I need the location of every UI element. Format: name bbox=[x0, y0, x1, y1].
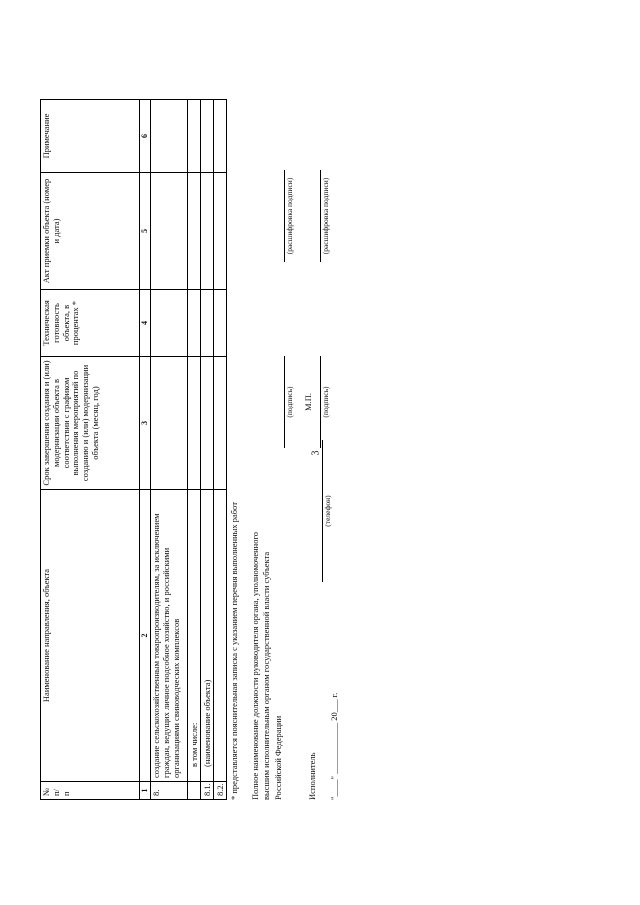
official-decoding-caption: (расшифровка подписи) bbox=[285, 177, 294, 255]
column-number: 6 bbox=[140, 100, 151, 173]
row-cell bbox=[188, 290, 201, 357]
table-row bbox=[188, 100, 201, 800]
row-cell bbox=[201, 357, 214, 490]
row-number bbox=[188, 782, 201, 800]
row-cell bbox=[188, 357, 201, 490]
column-number: 1 bbox=[140, 782, 151, 800]
row-cell bbox=[214, 357, 227, 490]
column-numbering-row bbox=[140, 100, 151, 800]
footnote: * представляется пояснительная записка с указанием перечня выполненных работ bbox=[229, 502, 239, 800]
report-table bbox=[40, 99, 227, 800]
row-number: 8. bbox=[151, 782, 188, 800]
row-cell bbox=[188, 173, 201, 290]
row-cell bbox=[201, 100, 214, 173]
row-cell bbox=[151, 173, 188, 290]
rotated-document bbox=[40, 40, 440, 800]
official-stamp: М.П. bbox=[303, 393, 313, 411]
column-number: 4 bbox=[140, 290, 151, 357]
row-cell bbox=[201, 173, 214, 290]
executor-signature-caption: (подпись) bbox=[321, 386, 330, 418]
page-number: 3 bbox=[310, 450, 322, 456]
date-line: "____" ____________ 20___ г. bbox=[329, 692, 339, 800]
row-cell bbox=[214, 173, 227, 290]
column-number: 3 bbox=[140, 357, 151, 490]
row-cell bbox=[151, 100, 188, 173]
column-number: 2 bbox=[140, 490, 151, 782]
executor-label: Исполнитель bbox=[307, 752, 317, 800]
row-number: 8.2. bbox=[214, 782, 227, 800]
header-name: Наименование направления, объекта bbox=[41, 490, 140, 782]
executor-phone-caption: (телефон) bbox=[323, 495, 332, 527]
table-row bbox=[214, 100, 227, 800]
row-name bbox=[214, 490, 227, 782]
row-name: (наименование объекта) bbox=[201, 490, 214, 782]
header-number: № п/п bbox=[41, 782, 140, 800]
row-cell bbox=[151, 357, 188, 490]
row-cell bbox=[214, 290, 227, 357]
row-number: 8.1. bbox=[201, 782, 214, 800]
table-header-row bbox=[41, 100, 140, 800]
column-number: 5 bbox=[140, 173, 151, 290]
row-cell bbox=[188, 100, 201, 173]
row-name: в том числе: bbox=[188, 490, 201, 782]
row-name: создание сельскохозяйственным товаропроизводителям, за исключением граждан, ведущих личное подсобное хозяйство, и российскими организациями свиноводческих комплексов bbox=[151, 490, 188, 782]
row-cell bbox=[151, 290, 188, 357]
header-deadline: Срок завершения создания и (или) модернизации объекта в соответствии с графиком выполнения мероприятий по созданию и (или) модернизации объекта (месяц, год) bbox=[41, 357, 140, 490]
header-readiness: Техническая готовность объекта, в процентах * bbox=[41, 290, 140, 357]
header-note: Примечание bbox=[41, 100, 140, 173]
row-cell bbox=[214, 100, 227, 173]
official-signature-caption: (подпись) bbox=[285, 386, 294, 418]
official-title: Полное наименование должности руководителя органа, уполномоченного высшим исполнительным органом государственной власти субъекта Российской Федерации bbox=[250, 532, 283, 800]
header-acceptance-act: Акт приемки объекта (номер и дата) bbox=[41, 173, 140, 290]
executor-decoding-caption: (расшифровка подписи) bbox=[321, 177, 330, 255]
row-cell bbox=[201, 290, 214, 357]
table-row bbox=[151, 100, 188, 800]
table-row bbox=[201, 100, 214, 800]
